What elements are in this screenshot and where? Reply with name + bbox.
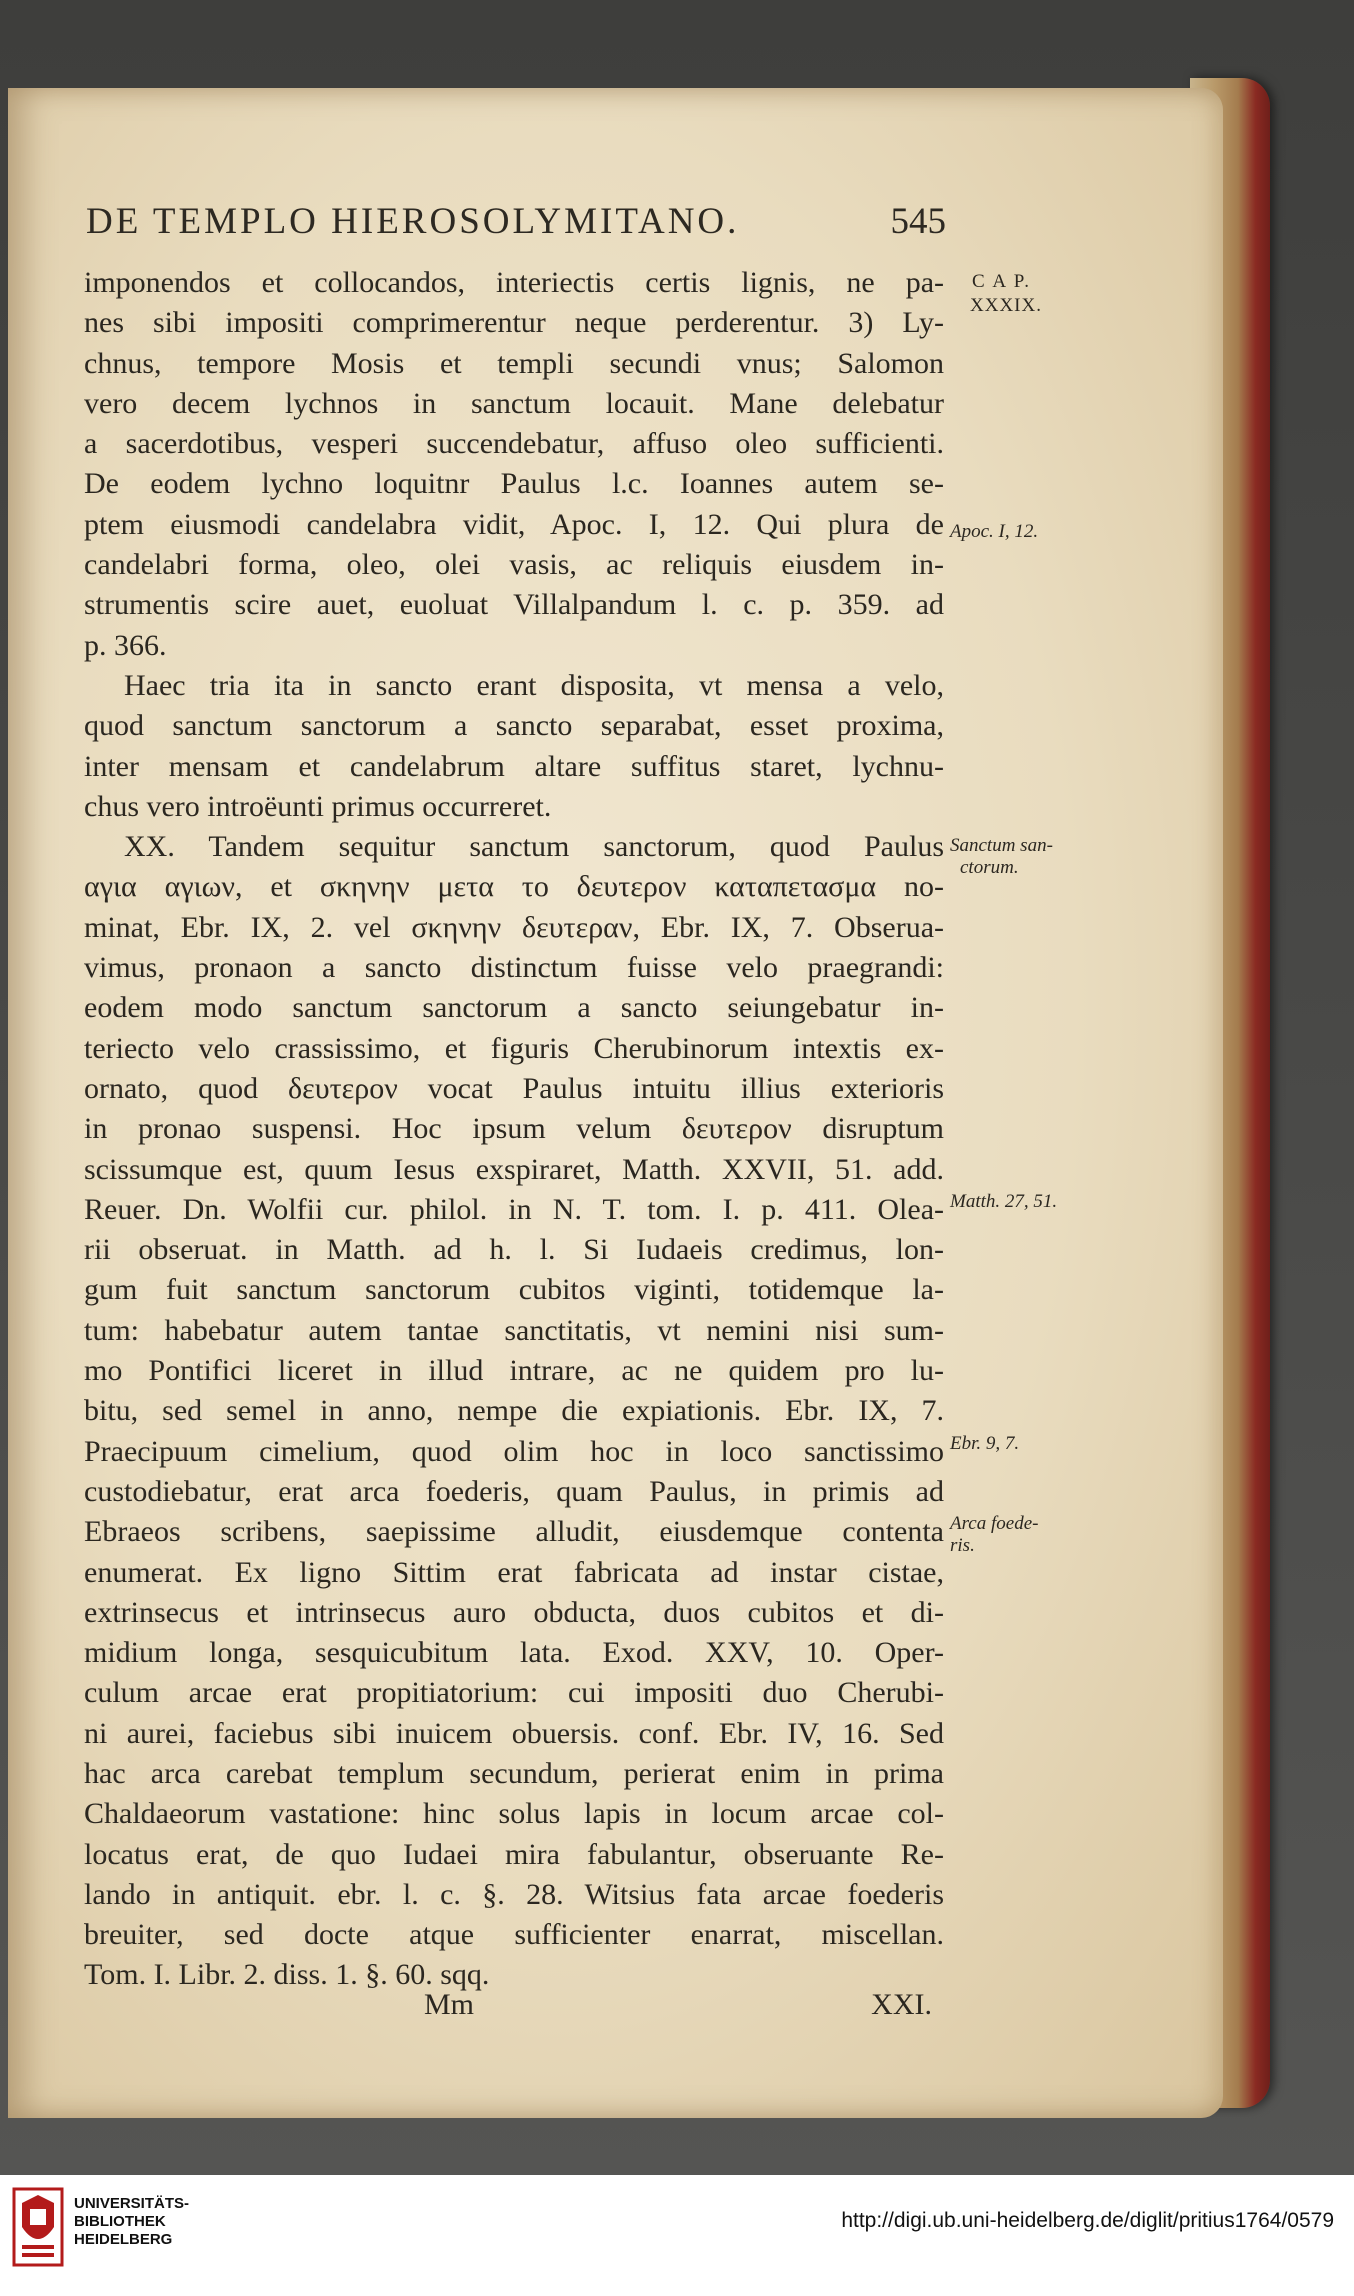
text-line: Haec tria ita in sancto erant disposita, vt mensa a velo, xyxy=(124,668,944,702)
text-line: in pronao suspensi. Hoc ipsum velum δευτερον disruptum xyxy=(84,1112,944,1146)
margin-note-arca: Arca foede- xyxy=(950,1513,1039,1534)
text-line: Reuer. Dn. Wolfii cur. philol. in N. T. tom. I. p. 411. Olea- xyxy=(84,1192,944,1226)
running-title: DE TEMPLO HIEROSOLYMITANO. xyxy=(86,201,740,242)
text-line: XX. Tandem sequitur sanctum sanctorum, quod Paulus xyxy=(124,830,944,864)
margin-note-cap-number: XXXIX. xyxy=(970,295,1042,316)
text-line: ornato, quod δευτερον vocat Paulus intuitu illius exterioris xyxy=(84,1071,944,1105)
text-line: locatus erat, de quo Iudaei mira fabulantur, obseruante Re- xyxy=(84,1837,944,1871)
text-line: Tom. I. Libr. 2. diss. 1. §. 60. sqq. xyxy=(84,1958,490,1992)
text-line: vimus, pronaon a sancto distinctum fuisse velo praegrandi: xyxy=(84,951,944,985)
text-line: mo Pontifici liceret in illud intrare, ac ne quidem pro lu- xyxy=(84,1354,944,1388)
text-line: ni aurei, faciebus sibi inuicem obuersis. conf. Ebr. IV, 16. Sed xyxy=(84,1716,944,1750)
source-url-link[interactable]: http://digi.ub.uni-heidelberg.de/diglit/pritius1764/0579 xyxy=(841,2209,1334,2232)
text-line: Chaldaeorum vastatione: hinc solus lapis in locum arcae col- xyxy=(84,1797,944,1831)
text-line: inter mensam et candelabrum altare suffitus staret, lychnu- xyxy=(84,749,944,783)
text-line: vero decem lychnos in sanctum locauit. Mane delebatur xyxy=(84,386,944,420)
margin-note-apoc: Apoc. I, 12. xyxy=(950,521,1039,542)
text-line: enumerat. Ex ligno Sittim erat fabricata ad instar cistae, xyxy=(84,1555,944,1589)
text-line: p. 366. xyxy=(84,628,167,662)
text-line: strumentis scire auet, euoluat Villalpandum l. c. p. 359. ad xyxy=(84,588,944,622)
text-line: αγια αγιων, et σκηνην μετα το δευτερον καταπετασμα no- xyxy=(84,870,944,904)
text-line: quod sanctum sanctorum a sancto separabat, esset proxima, xyxy=(84,709,944,743)
text-line: tum: habebatur autem tantae sanctitatis, vt nemini nisi sum- xyxy=(84,1313,944,1347)
library-seal-icon xyxy=(12,2187,64,2267)
text-line: bitu, sed semel in anno, nempe die expiationis. Ebr. IX, 7. xyxy=(84,1394,944,1428)
text-line: teriecto velo crassissimo, et figuris Cherubinorum intextis ex- xyxy=(84,1031,944,1065)
margin-note-matth: Matth. 27, 51. xyxy=(950,1191,1058,1212)
margin-note-cap: C A P. xyxy=(972,271,1032,292)
text-line: nes sibi impositi comprimerentur neque perderentur. 3) Ly- xyxy=(84,306,944,340)
margin-note-arca-cont: ris. xyxy=(950,1535,975,1556)
text-line: midium longa, sesquicubitum lata. Exod. XXV, 10. Oper- xyxy=(84,1636,944,1670)
library-name xyxy=(74,2195,189,2249)
library-name-line: BIBLIOTHEK xyxy=(74,2213,166,2230)
library-name-line: UNIVERSITÄTS- xyxy=(74,2195,190,2212)
text-line: hac arca carebat templum secundum, perierat enim in prima xyxy=(84,1756,944,1790)
body-text xyxy=(84,263,944,1996)
text-line: rii obseruat. in Matth. ad h. l. Si Iudaeis credimus, lon- xyxy=(84,1233,944,1267)
text-line: De eodem lychno loquitnr Paulus l.c. Ioannes autem se- xyxy=(84,467,944,501)
text-line: culum arcae erat propitiatorium: cui impositi duo Cherubi- xyxy=(84,1676,944,1710)
catchword: XXI. xyxy=(871,1988,932,2021)
text-line: eodem modo sanctum sanctorum a sancto seiungebatur in- xyxy=(84,991,944,1025)
text-line: candelabri forma, oleo, olei vasis, ac reliquis eiusdem in- xyxy=(84,548,944,582)
page-number: 545 xyxy=(890,201,946,242)
text-line: scissumque est, quum Iesus exspiraret, Matth. XXVII, 51. add. xyxy=(84,1152,944,1186)
text-line: Ebraeos scribens, saepissime alludit, eiusdemque contenta xyxy=(84,1515,944,1549)
text-line: minat, Ebr. IX, 2. vel σκηνην δευτεραν, Ebr. IX, 7. Obserua- xyxy=(84,910,944,944)
text-line: ptem eiusmodi candelabra vidit, Apoc. I, 12. Qui plura de xyxy=(84,507,944,541)
library-name-line: HEIDELBERG xyxy=(74,2231,173,2248)
page-header xyxy=(86,200,946,250)
viewer-footer-bar xyxy=(0,2175,1354,2296)
text-line: gum fuit sanctum sanctorum cubitos viginti, totidemque la- xyxy=(84,1273,944,1307)
text-line: imponendos et collocandos, interiectis certis lignis, ne pa- xyxy=(84,266,944,299)
text-line: breuiter, sed docte atque sufficienter enarrat, miscellan. xyxy=(84,1918,944,1952)
signature-mark: Mm xyxy=(424,1988,475,2021)
text-line: chus vero introëunti primus occurreret. xyxy=(84,789,552,823)
text-line: extrinsecus et intrinsecus auro obducta, duos cubitos et di- xyxy=(84,1595,944,1629)
text-line: chnus, tempore Mosis et templi secundi vnus; Salomon xyxy=(84,346,944,380)
margin-note-sanctum-cont: ctorum. xyxy=(960,857,1019,878)
margin-note-sanctum: Sanctum san- xyxy=(950,835,1053,856)
text-line: custodiebatur, erat arca foederis, quam Paulus, in primis ad xyxy=(84,1474,944,1508)
page-footer xyxy=(84,1988,944,2028)
text-line: a sacerdotibus, vesperi succendebatur, affuso oleo sufficienti. xyxy=(84,427,944,461)
text-line: Praecipuum cimelium, quod olim hoc in loco sanctissimo xyxy=(84,1434,944,1468)
text-line: lando in antiquit. ebr. l. c. §. 28. Witsius fata arcae foederis xyxy=(84,1877,944,1911)
margin-note-ebr: Ebr. 9, 7. xyxy=(950,1433,1020,1454)
